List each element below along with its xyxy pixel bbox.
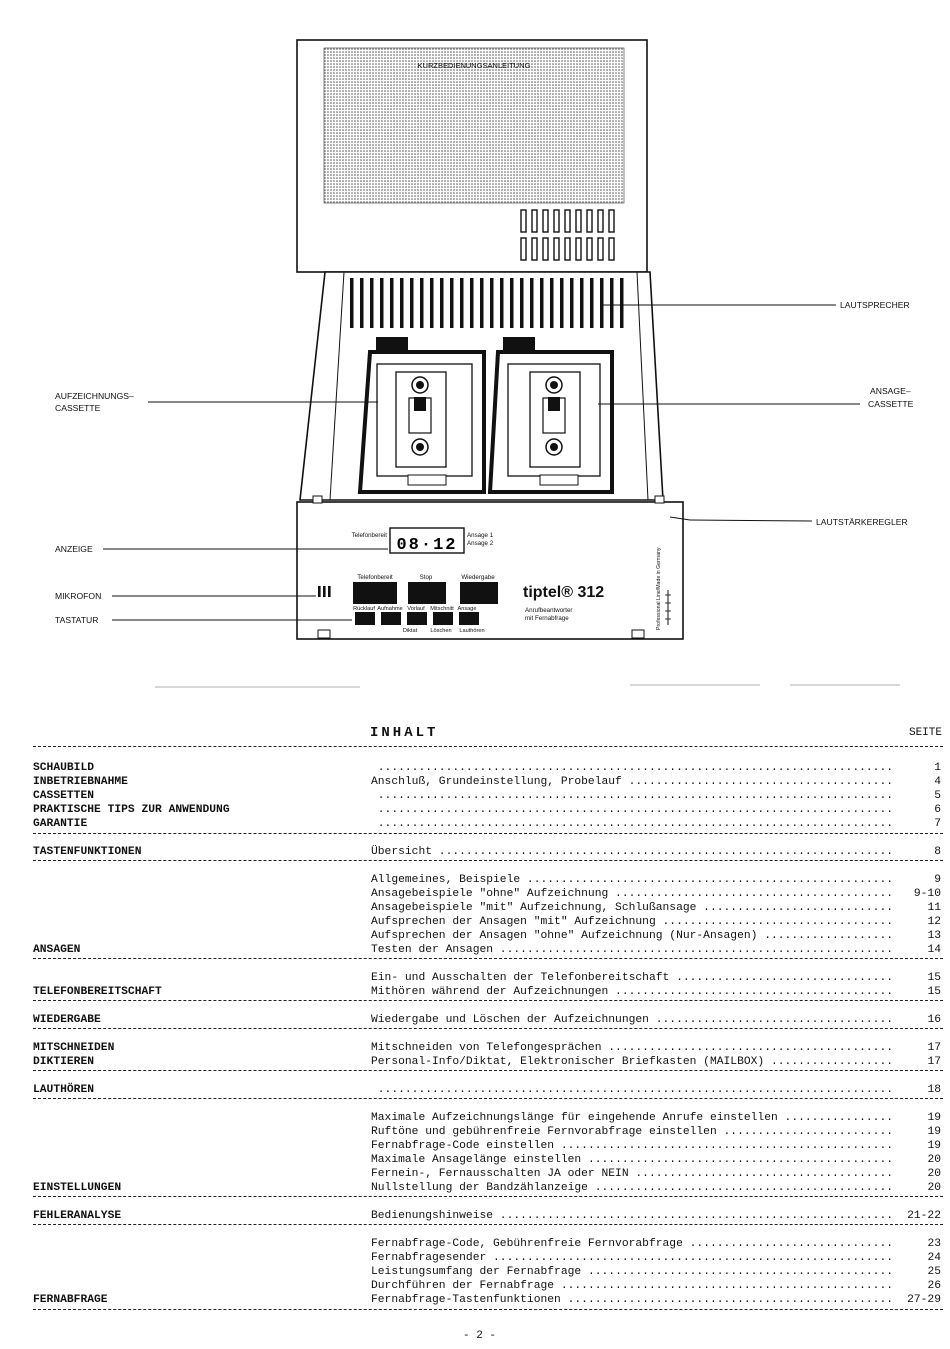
toc-entry-description: Ruftöne und gebührenfreie Fernvorabfrage einstellen ..... bbox=[371, 1125, 891, 1139]
toc-row bbox=[33, 1083, 943, 1097]
toc-entry-description: Ein- und Ausschalten der Telefonbereitschaft ..... bbox=[371, 971, 891, 985]
button-stop[interactable] bbox=[408, 582, 446, 604]
toc-row bbox=[33, 929, 943, 943]
callout-mikrofon: MIKROFON bbox=[55, 591, 102, 601]
toc-page-number: 20 bbox=[927, 1168, 941, 1180]
toc-row bbox=[33, 803, 943, 817]
toc-entry-description: Fernein-, Fernausschalten JA oder NEIN ..... bbox=[371, 1167, 891, 1181]
toc-row bbox=[33, 1041, 943, 1055]
toc-title: INHALT bbox=[370, 725, 439, 741]
toc-page-number: 17 bbox=[927, 1042, 941, 1054]
toc-page-number: 1 bbox=[934, 762, 941, 774]
toc-entry-description bbox=[371, 761, 891, 775]
toc-section-title: PRAKTISCHE TIPS ZUR ANWENDUNG bbox=[33, 804, 230, 816]
callout-lautsprecher: LAUTSPRECHER bbox=[840, 300, 910, 310]
toc-page-number: 14 bbox=[927, 944, 941, 956]
toc-page-number: 25 bbox=[927, 1266, 941, 1278]
btn-label-wiedergabe: Wiedergabe bbox=[461, 574, 495, 581]
toc-entry-description bbox=[371, 803, 891, 817]
toc-section-title: DIKTIEREN bbox=[33, 1056, 95, 1068]
callout-ansage-1: ANSAGE– bbox=[870, 386, 911, 396]
button-aufnahme[interactable] bbox=[381, 612, 401, 625]
toc-page-number: 20 bbox=[927, 1154, 941, 1166]
btn-label-loeschen: Löschen bbox=[430, 628, 452, 634]
toc-row bbox=[33, 789, 943, 803]
callout-tastatur: TASTATUR bbox=[55, 615, 99, 625]
toc-row bbox=[33, 887, 943, 901]
brand-subtitle-2: mit Fernabfrage bbox=[525, 615, 569, 622]
section-divider bbox=[33, 1098, 943, 1099]
toc-section-title: CASSETTEN bbox=[33, 790, 95, 802]
toc-entry-description: Maximale Ansagelänge einstellen ..... bbox=[371, 1153, 891, 1167]
toc-entry-description: Leistungsumfang der Fernabfrage ..... bbox=[371, 1265, 891, 1279]
toc-entry-description: Aufsprechen der Ansagen "mit" Aufzeichnung ..... bbox=[371, 915, 891, 929]
ansage-2-label: Ansage 2 bbox=[467, 540, 494, 547]
toc-entry-description: Mithören während der Aufzeichnungen ..... bbox=[371, 985, 891, 999]
toc-section-title: TASTENFUNKTIONEN bbox=[33, 846, 142, 858]
toc-row bbox=[33, 761, 943, 775]
toc-page-number: 13 bbox=[927, 930, 941, 942]
toc-entry-description: Übersicht ..... bbox=[371, 845, 891, 859]
btn-label-lauthoeren: Lauthören bbox=[459, 628, 485, 634]
toc-row bbox=[33, 775, 943, 789]
toc-row bbox=[33, 985, 943, 999]
toc-entry-description: Bedienungshinweise ..... bbox=[371, 1209, 891, 1223]
toc-row bbox=[33, 971, 943, 985]
toc-entry-description: Mitschneiden von Telefongesprächen ..... bbox=[371, 1041, 891, 1055]
callout-aufzeichnungs-1: AUFZEICHNUNGS– bbox=[55, 391, 134, 401]
btn-label-ruecklauf: Rücklauf bbox=[353, 606, 375, 612]
section-divider bbox=[33, 1224, 943, 1225]
btn-label-mitschnitt: Mitschnitt bbox=[430, 606, 454, 612]
toc-page-number: 6 bbox=[934, 804, 941, 816]
brand-logo: tiptel® 312 bbox=[523, 584, 605, 601]
toc-entry-description: Anschluß, Grundeinstellung, Probelauf ..... bbox=[371, 775, 891, 789]
toc-entry-description: Wiedergabe und Löschen der Aufzeichnungen ..... bbox=[371, 1013, 891, 1027]
toc-row bbox=[33, 1013, 943, 1027]
toc-row bbox=[33, 1265, 943, 1279]
toc-page-number: 19 bbox=[927, 1140, 941, 1152]
button-mitschnitt[interactable] bbox=[433, 612, 453, 625]
section-divider bbox=[33, 1070, 943, 1071]
section-divider bbox=[33, 1309, 943, 1310]
toc-page-number: 23 bbox=[927, 1238, 941, 1250]
section-divider bbox=[33, 746, 943, 747]
section-divider bbox=[33, 958, 943, 959]
toc-page-number: 16 bbox=[927, 1014, 941, 1026]
btn-label-ansage: Ansage bbox=[457, 606, 477, 612]
toc-section-title: INBETRIEBNAHME bbox=[33, 776, 128, 788]
brand-subtitle-1: Anrufbeantworter bbox=[525, 607, 573, 614]
toc-entry-description: Durchführen der Fernabfrage ..... bbox=[371, 1279, 891, 1293]
toc-page-number: 27-29 bbox=[907, 1294, 941, 1306]
toc-entry-description: Nullstellung der Bandzählanzeige ..... bbox=[371, 1181, 891, 1195]
toc-page-number: 7 bbox=[934, 818, 941, 830]
toc-entry-description bbox=[371, 789, 891, 803]
toc-row bbox=[33, 1125, 943, 1139]
callout-ansage-2: CASSETTE bbox=[868, 399, 914, 409]
toc-row bbox=[33, 1139, 943, 1153]
toc-row bbox=[33, 1111, 943, 1125]
toc-page-number: 19 bbox=[927, 1126, 941, 1138]
toc-section-title: SCHAUBILD bbox=[33, 762, 95, 774]
lid-label: KURZBEDIENUNGSANLEITUNG bbox=[417, 61, 531, 70]
toc-entry-description bbox=[371, 817, 891, 831]
toc-page-number: 24 bbox=[927, 1252, 941, 1264]
toc-row bbox=[33, 1055, 943, 1069]
toc-section-title: WIEDERGABE bbox=[33, 1014, 101, 1026]
ansage-1-label: Ansage 1 bbox=[467, 532, 494, 539]
display-label: Telefonbereit bbox=[351, 532, 387, 539]
callout-lautstaerkeregler: LAUTSTÄRKEREGLER bbox=[816, 517, 908, 527]
toc-section-title: MITSCHNEIDEN bbox=[33, 1042, 115, 1054]
toc-entry-description bbox=[371, 1083, 891, 1097]
toc-section-title: ANSAGEN bbox=[33, 944, 81, 956]
toc-entry-description: Fernabfrage-Tastenfunktionen ..... bbox=[371, 1293, 891, 1307]
toc-page-number: 21-22 bbox=[907, 1210, 941, 1222]
toc-entry-description: Fernabfragesender ..... bbox=[371, 1251, 891, 1265]
toc-row bbox=[33, 1279, 943, 1293]
side-text: Professional Line/Made in Germany bbox=[656, 547, 662, 630]
section-divider bbox=[33, 1196, 943, 1197]
toc-row bbox=[33, 845, 943, 859]
toc-page-number: 18 bbox=[927, 1084, 941, 1096]
toc-section-title: EINSTELLUNGEN bbox=[33, 1182, 122, 1194]
toc-entry-description: Ansagebeispiele "ohne" Aufzeichnung ..... bbox=[371, 887, 891, 901]
toc-row bbox=[33, 943, 943, 957]
button-ruecklauf[interactable] bbox=[355, 612, 375, 625]
toc-row bbox=[33, 915, 943, 929]
toc-row bbox=[33, 817, 943, 831]
recording-cassette bbox=[360, 337, 484, 492]
toc-page-number: 9 bbox=[934, 874, 941, 886]
toc-row bbox=[33, 1293, 943, 1307]
section-divider bbox=[33, 833, 943, 834]
toc-row bbox=[33, 1167, 943, 1181]
toc-entry-description: Fernabfrage-Code einstellen ..... bbox=[371, 1139, 891, 1153]
toc-page-number: 15 bbox=[927, 972, 941, 984]
toc-page-number: 19 bbox=[927, 1112, 941, 1124]
callout-anzeige: ANZEIGE bbox=[55, 544, 93, 554]
toc-section-title: FEHLERANALYSE bbox=[33, 1210, 122, 1222]
btn-label-aufnahme: Aufnahme bbox=[377, 606, 403, 612]
toc-page-number: 11 bbox=[927, 902, 941, 914]
toc-page-number: 9-10 bbox=[913, 888, 941, 900]
front-panel bbox=[297, 496, 683, 639]
toc-entry-description: Maximale Aufzeichnungslänge für eingehende Anrufe einstellen ..... bbox=[371, 1111, 891, 1125]
toc-section-title: FERNABFRAGE bbox=[33, 1294, 108, 1306]
toc-page-number: 12 bbox=[927, 916, 941, 928]
toc-page-number: 20 bbox=[927, 1182, 941, 1194]
toc-page-number: 5 bbox=[934, 790, 941, 802]
toc-row bbox=[33, 1251, 943, 1265]
toc-page-header: SEITE bbox=[908, 727, 942, 739]
toc-page-number: 8 bbox=[934, 846, 941, 858]
toc-row bbox=[33, 901, 943, 915]
toc-entry-description: Testen der Ansagen ..... bbox=[371, 943, 891, 957]
toc-section-title: LAUTHÖREN bbox=[33, 1084, 95, 1096]
toc-row bbox=[33, 1237, 943, 1251]
toc-entry-description: Fernabfrage-Code, Gebührenfreie Fernvorabfrage ..... bbox=[371, 1237, 891, 1251]
button-telefonbereit[interactable] bbox=[353, 582, 397, 604]
toc-row bbox=[33, 1181, 943, 1195]
btn-label-diktat: Diktat bbox=[402, 628, 418, 634]
toc-entry-description: Personal-Info/Diktat, Elektronischer Briefkasten (MAILBOX) ..... bbox=[371, 1055, 891, 1069]
btn-label-telefonbereit: Telefonbereit bbox=[357, 574, 393, 581]
section-divider bbox=[33, 1028, 943, 1029]
btn-label-stop: Stop bbox=[419, 574, 433, 581]
callout-aufzeichnungs-2: CASSETTE bbox=[55, 403, 101, 413]
page-number: - 2 - bbox=[463, 1330, 497, 1342]
toc-page-number: 4 bbox=[934, 776, 941, 788]
lid bbox=[297, 40, 647, 272]
toc-section-title: GARANTIE bbox=[33, 818, 88, 830]
toc-entry-description: Ansagebeispiele "mit" Aufzeichnung, Schlußansage ..... bbox=[371, 901, 891, 915]
button-ansage[interactable] bbox=[459, 612, 479, 625]
toc-entry-description: Aufsprechen der Ansagen "ohne" Aufzeichnung (Nur-Ansagen) ..... bbox=[371, 929, 891, 943]
toc-page-number: 26 bbox=[927, 1280, 941, 1292]
btn-label-vorlauf: Vorlauf bbox=[407, 606, 425, 612]
toc-page-number: 17 bbox=[927, 1056, 941, 1068]
section-divider bbox=[33, 860, 943, 861]
display-value: 08·12 bbox=[396, 536, 458, 555]
button-wiedergabe[interactable] bbox=[460, 582, 498, 604]
toc-page-number: 15 bbox=[927, 986, 941, 998]
toc-entry-description: Allgemeines, Beispiele ..... bbox=[371, 873, 891, 887]
toc-row bbox=[33, 873, 943, 887]
toc-section-title: TELEFONBEREITSCHAFT bbox=[33, 986, 162, 998]
section-divider bbox=[33, 1000, 943, 1001]
toc-row bbox=[33, 1209, 943, 1223]
toc-row bbox=[33, 1153, 943, 1167]
button-vorlauf[interactable] bbox=[407, 612, 427, 625]
announcement-cassette bbox=[490, 337, 612, 492]
